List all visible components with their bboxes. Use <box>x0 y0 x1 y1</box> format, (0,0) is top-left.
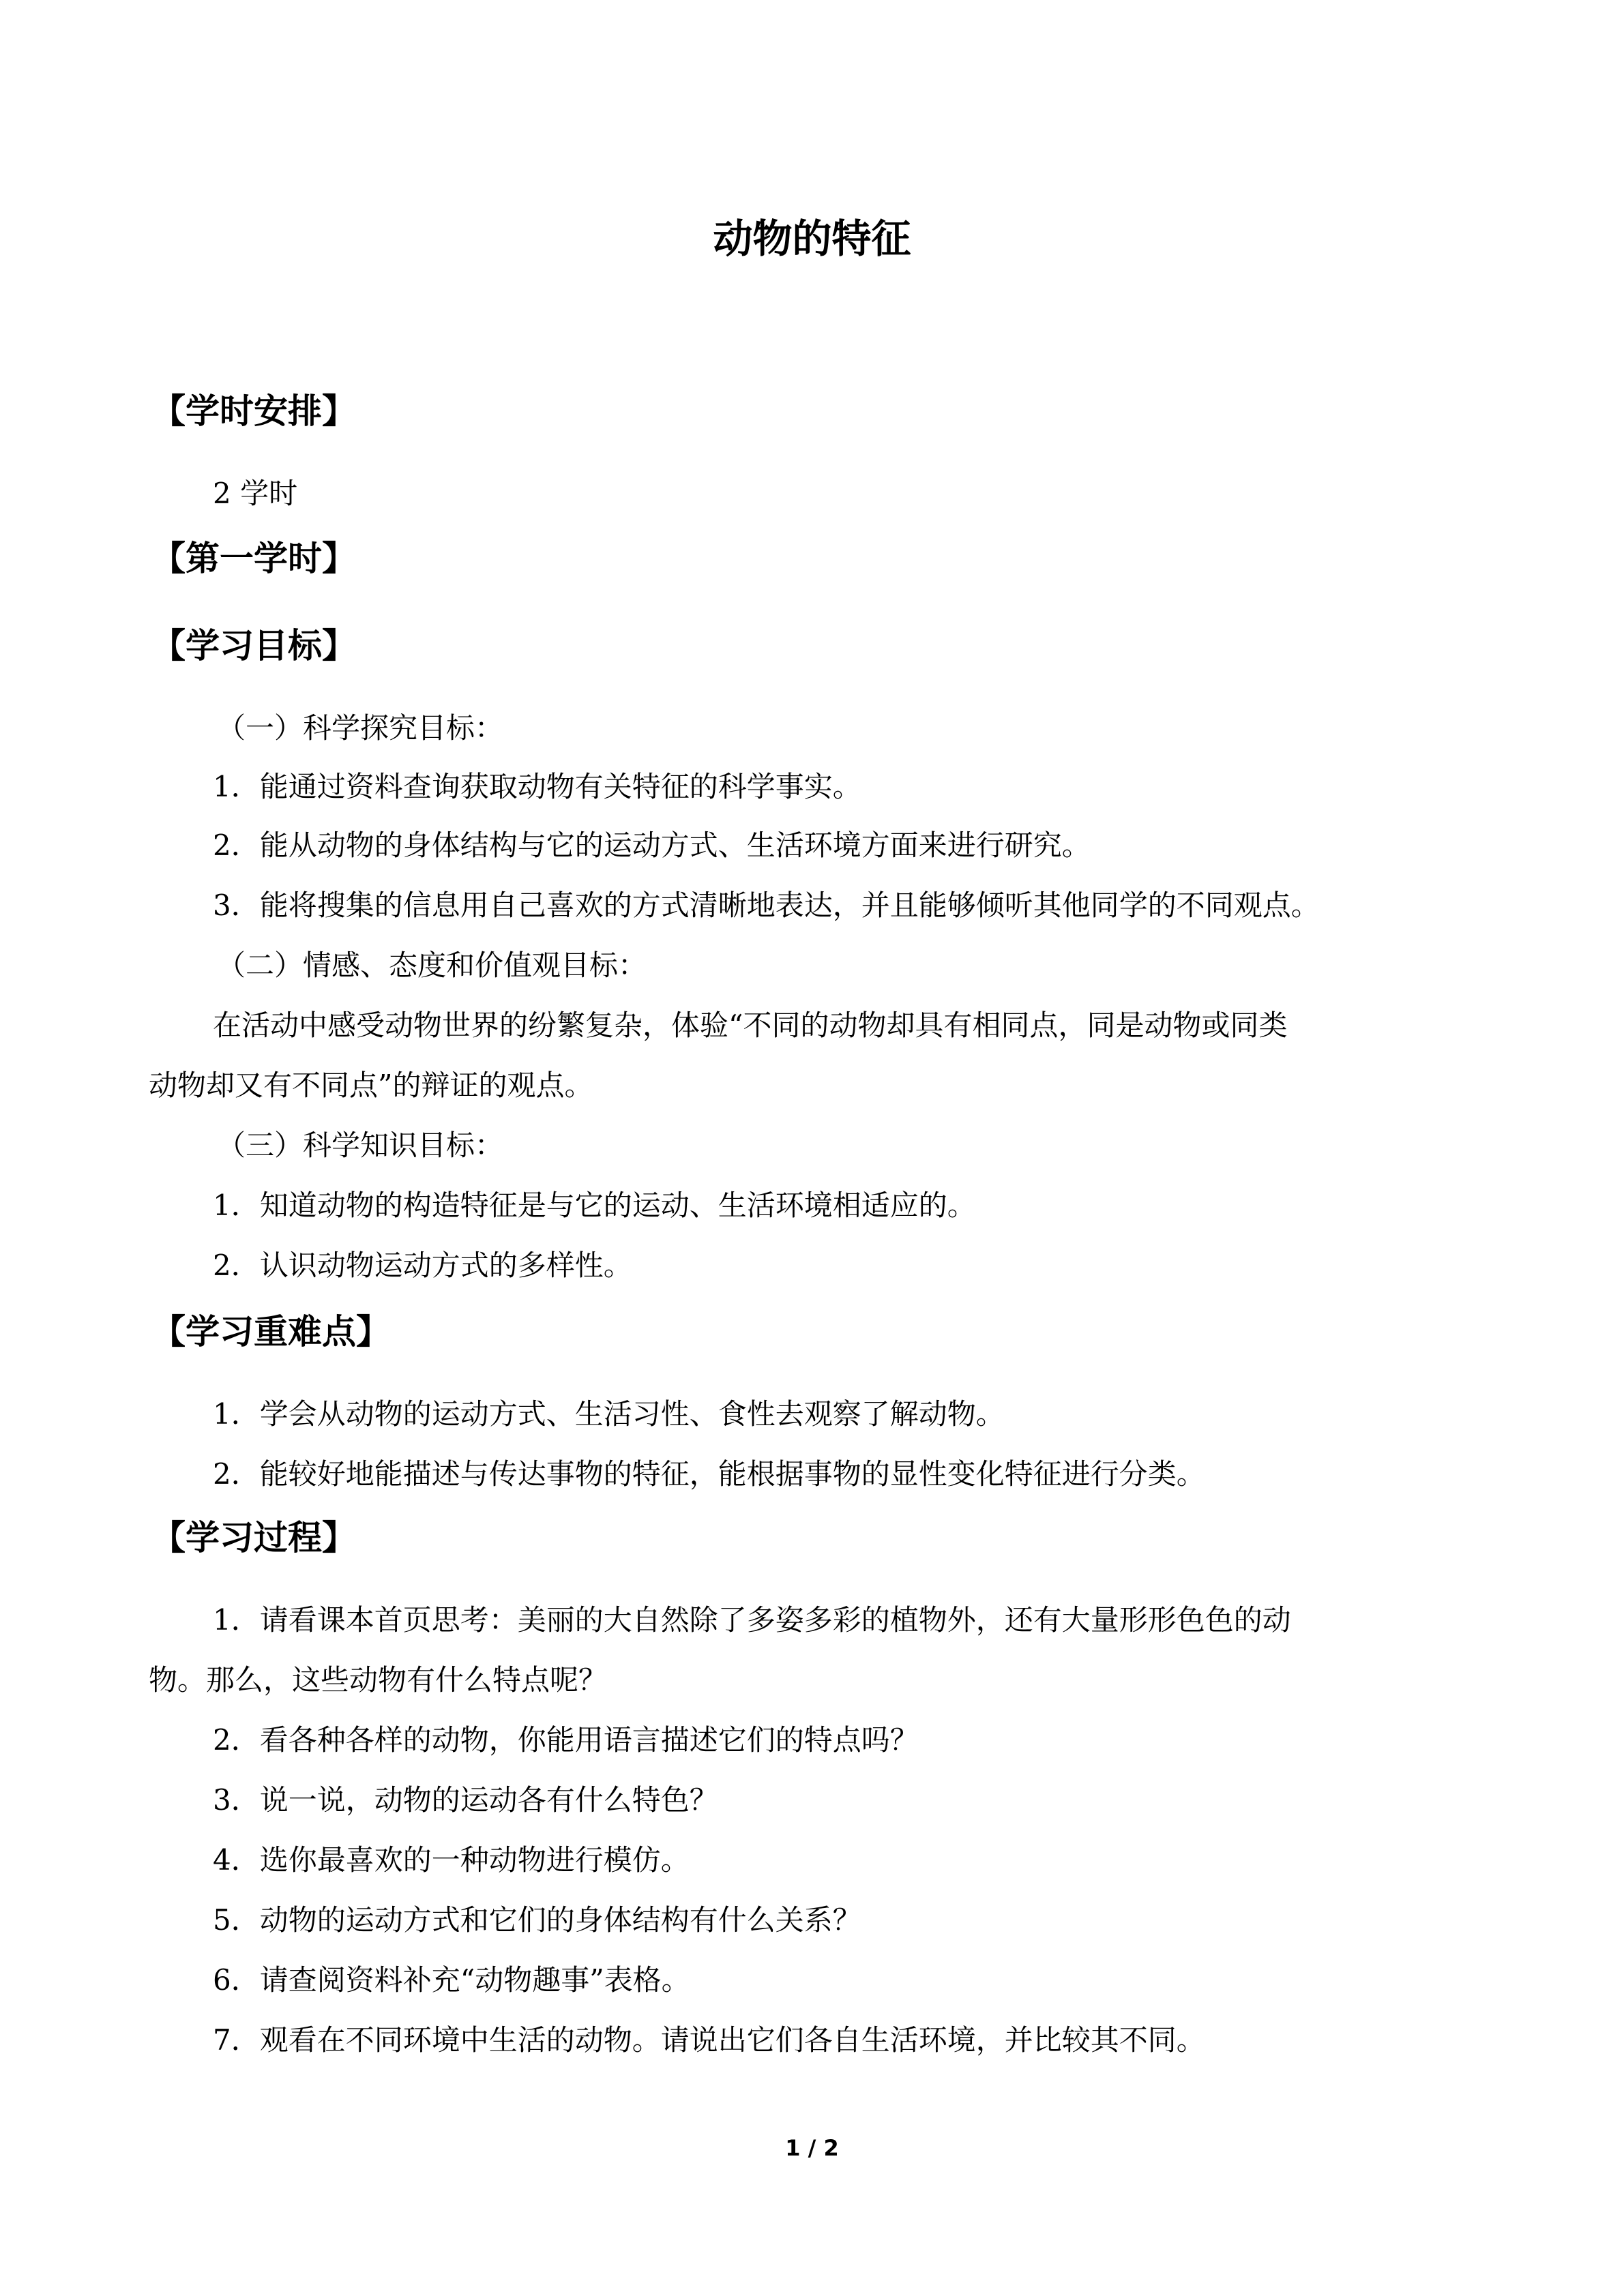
emotion-line-1: 在活动中感受动物世界的纷繁复杂，体验“不同的动物却具有相同点，同是动物或同类 <box>213 1009 1288 1042</box>
inquiry-item-1: 1．能通过资料查询获取动物有关特征的科学事实。 <box>213 770 861 803</box>
heading-schedule: 【学时安排】 <box>151 391 356 431</box>
process-item-1-line-1: 1．请看课本首页思考：美丽的大自然除了多姿多彩的植物外，还有大量形形色色的动 <box>213 1603 1291 1637</box>
process-item-7: 7．观看在不同环境中生活的动物。请说出它们各自生活环境，并比较其不同。 <box>213 2023 1205 2057</box>
inquiry-item-3: 3．能将搜集的信息用自己喜欢的方式清晰地表达，并且能够倾听其他同学的不同观点。 <box>213 889 1320 922</box>
heading-first-period: 【第一学时】 <box>151 539 356 578</box>
schedule-text: 2 学时 <box>213 477 298 510</box>
heading-key-points: 【学习重难点】 <box>151 1312 390 1352</box>
process-item-3: 3．说一说，动物的运动各有什么特色？ <box>213 1783 718 1817</box>
heading-objectives: 【学习目标】 <box>151 626 356 666</box>
page-title: 动物的特征 <box>713 215 911 262</box>
process-item-4: 4．选你最喜欢的一种动物进行模仿。 <box>213 1843 690 1877</box>
page-number: 1 / 2 <box>785 2135 839 2161</box>
knowledge-item-2: 2．认识动物运动方式的多样性。 <box>213 1249 632 1282</box>
process-item-5: 5．动物的运动方式和它们的身体结构有什么关系？ <box>213 1903 861 1937</box>
inquiry-item-2: 2．能从动物的身体结构与它的运动方式、生活环境方面来进行研究。 <box>213 829 1091 862</box>
knowledge-title: （三）科学知识目标： <box>217 1129 504 1162</box>
process-item-6: 6．请查阅资料补充“动物趣事”表格。 <box>213 1963 690 1997</box>
inquiry-title: （一）科学探究目标： <box>217 711 504 745</box>
key-point-item-2: 2．能较好地能描述与传达事物的特征，能根据事物的显性变化特征进行分类。 <box>213 1457 1205 1491</box>
emotion-title: （二）情感、态度和价值观目标： <box>217 949 647 982</box>
heading-process: 【学习过程】 <box>151 1518 356 1557</box>
process-item-1-line-2: 物。那么，这些动物有什么特点呢？ <box>149 1663 608 1697</box>
process-item-2: 2．看各种各样的动物，你能用语言描述它们的特点吗？ <box>213 1723 919 1757</box>
emotion-line-2: 动物却又有不同点”的辩证的观点。 <box>149 1069 593 1102</box>
key-point-item-1: 1．学会从动物的运动方式、生活习性、食性去观察了解动物。 <box>213 1397 1005 1431</box>
knowledge-item-1: 1．知道动物的构造特征是与它的运动、生活环境相适应的。 <box>213 1189 976 1222</box>
